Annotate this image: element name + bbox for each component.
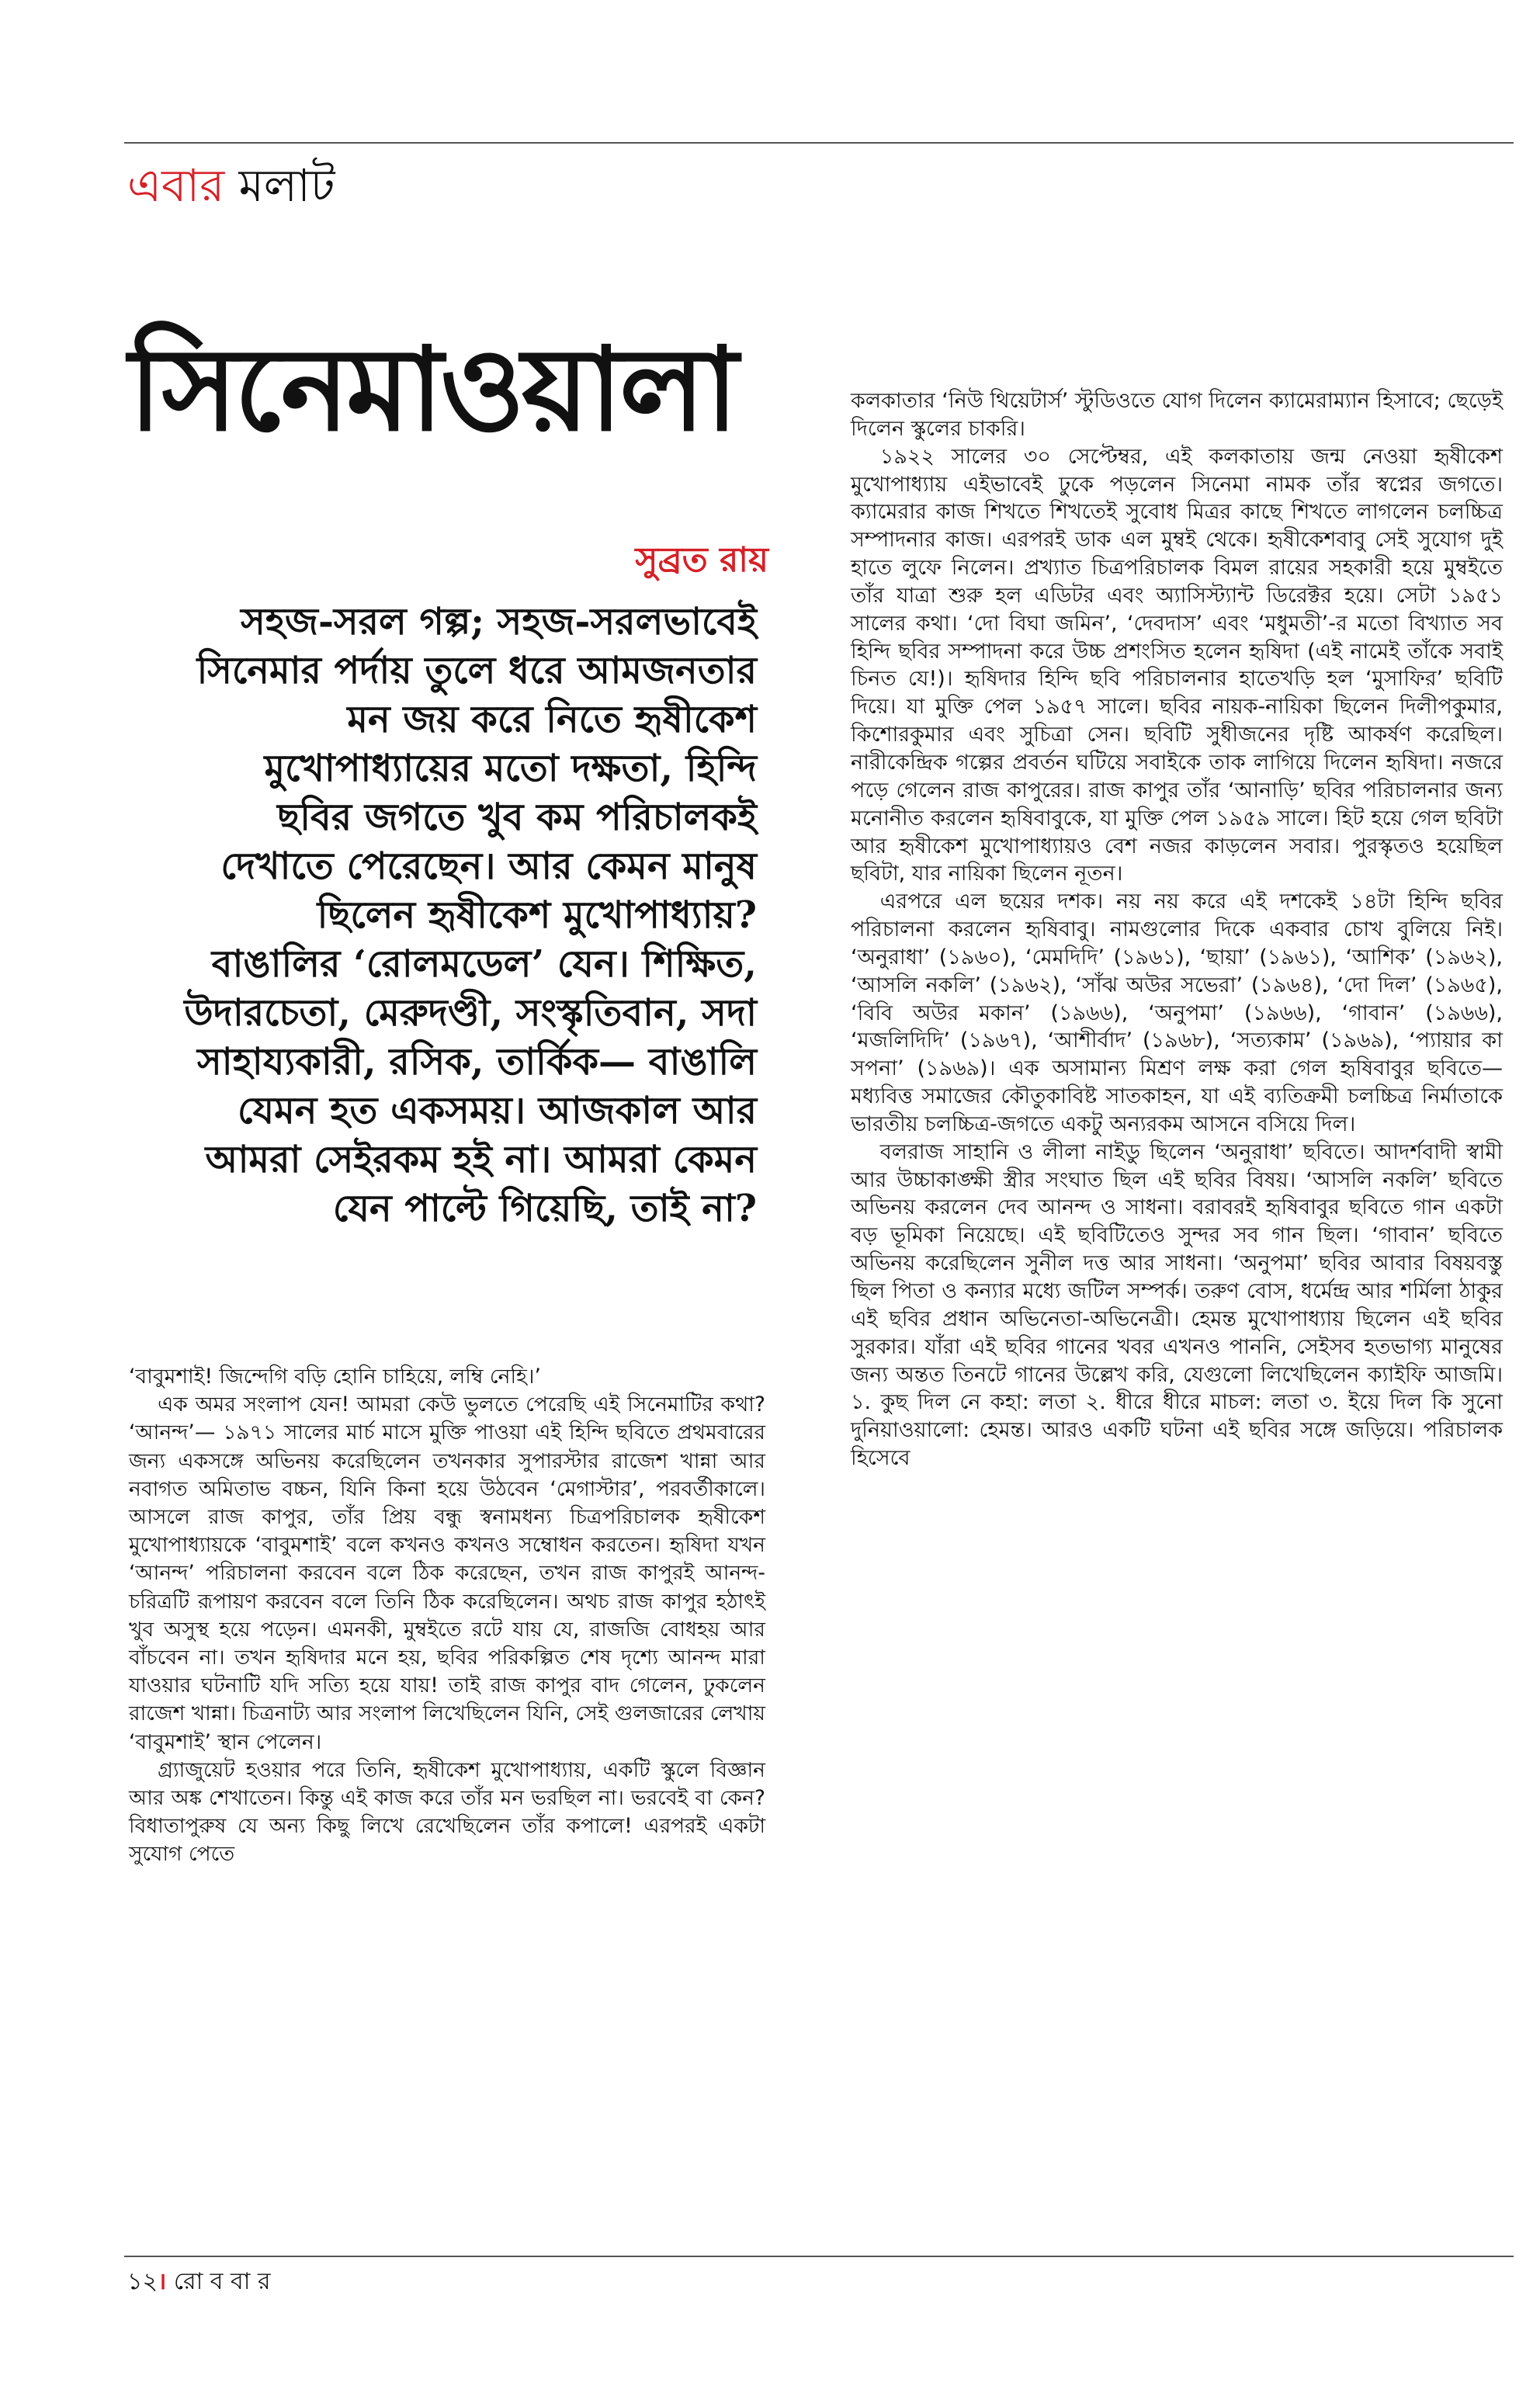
author-byline: সুব্রত রায়: [635, 540, 768, 580]
paragraph: ১৯২২ সালের ৩০ সেপ্টেম্বর, এই কলকাতায় জন্ম নেওয়া হৃষীকেশ মুখোপাধ্যায় এইভাবেই ঢুকে পড়লেন সিনেমা নামক তাঁর স্বপ্নের জগতে। ক্যামেরার কাজ শিখতে শিখতেই সুবোধ মিত্রর কাছে শিখতে লাগলেন চলচ্চিত্র সম্পাদনার কাজ। এরপরই ডাক এল মুম্বই থেকে। হৃষীকেশবাবু সেই সুযোগ দুই হাতে লুফে নিলেন। প্রখ্যাত চিত্রপরিচালক বিমল রায়ের সহকারী হয়ে মুম্বইতে তাঁর যাত্রা শুরু হল এডিটর এবং অ্যাসিস্ট্যান্ট ডিরেক্টর হয়ে। সেটা ১৯৫১ সালের কথা। ‘দো বিঘা জমিন’, ‘দেবদাস’ এবং ‘মধুমতী’-র মতো বিখ্যাত সব হিন্দি ছবির সম্পাদনা করে উচ্চ প্রশংসিত হলেন হৃষিদা (এই নামেই তাঁকে সবাই চিনত যে!)। হৃষিদার হিন্দি ছবি পরিচালনার হাতেখড়ি হল ‘মুসাফির’ ছবিটি দিয়ে। যা মুক্তি পেল ১৯৫৭ সালে। ছবির নায়ক-নায়িকা ছিলেন দিলীপকুমার, কিশোরকুমার এবং সুচিত্রা সেন। ছবিটি সুধীজনের দৃষ্টি আকর্ষণ করেছিল। নারীকেন্দ্রিক গল্পের প্রবর্তন ঘটিয়ে সবাইকে তাক লাগিয়ে দিলেন হৃষিদা। নজরে পড়ে গেলেন রাজ কাপুরের। রাজ কাপুর তাঁর ‘আনাড়ি’ ছবির পরিচালনার জন্য মনোনীত করলেন হৃষিবাবুকে, যা মুক্তি পেল ১৯৫৯ সালে। হিট হয়ে গেল ছবিটা আর হৃষীকেশ মুখোপাধ্যায়ও বেশ নজর কাড়লেন সবার। পুরস্কৃতও হয়েছিল ছবিটা, যার নায়িকা ছিলেন নূতন।: [851, 444, 1503, 886]
page-footer: [127, 2270, 270, 2294]
footer-separator: ।: [157, 2268, 167, 2295]
bottom-divider: [124, 2256, 1514, 2257]
magazine-name: রো ব বা র: [166, 2268, 271, 2295]
section-title-accent: এবার: [127, 159, 225, 212]
article-title: সিনেমাওয়ালা: [129, 321, 736, 456]
paragraph: এরপরে এল ছয়ের দশক। নয় নয় করে এই দশকেই ১৪টা হিন্দি ছবির পরিচালনা করলেন হৃষিবাবু। নামগুলোর দিকে একবার চোখ বুলিয়ে নিই। ‘অনুরাধা’ (১৯৬০), ‘মেমদিদি’ (১৯৬১), ‘ছায়া’ (১৯৬১), ‘আশিক’ (১৯৬২), ‘আসলি নকলি’ (১৯৬২), ‘সাঁঝ অউর সভেরা’ (১৯৬৪), ‘দো দিল’ (১৯৬৫), ‘বিবি অউর মকান’ (১৯৬৬), ‘অনুপমা’ (১৯৬৬), ‘গাবান’ (১৯৬৬), ‘মজলিদিদি’ (১৯৬৭), ‘আশীর্বাদ’ (১৯৬৮), ‘সত্যকাম’ (১৯৬৯), ‘প্যায়ার কা সপনা’ (১৯৬৯)। এক অসামান্য মিশ্রণ লক্ষ করা গেল হৃষিবাবুর ছবিতে— মধ্যবিত্ত সমাজের কৌতুকাবিষ্ট সাতকাহন, যা এই ব্যতিক্রমী চলচ্চিত্র নির্মাতাকে ভারতীয় চলচ্চিত্র-জগতে একটু অন্যরকম আসনে বসিয়ে দিল।: [851, 890, 1503, 1136]
page-number: ১২: [127, 2268, 158, 2295]
paragraph-quote: ‘বাবুমশাই! জিন্দেগি বড়ি হোনি চাহিয়ে, লম্বি নেহি।’: [129, 1365, 541, 1389]
paragraph: কলকাতার ‘নিউ থিয়েটার্স’ স্টুডিওতে যোগ দিলেন ক্যামেরাম্যান হিসাবে; ছেড়েই দিলেন স্কুলের চাকরি।: [851, 389, 1503, 441]
standfirst: সহজ-সরল গল্প; সহজ-সরলভাবেই সিনেমার পর্দায় তুলে ধরে আমজনতার মন জয় করে নিতে হৃষীকেশ মুখোপাধ্যায়ের মতো দক্ষতা, হিন্দি ছবির জগতে খুব কম পরিচালকই দেখাতে পেরেছেন। আর কেমন মানুষ ছিলেন হৃষীকেশ মুখোপাধ্যায়? বাঙালির ‘রোলমডেল’ যেন। শিক্ষিত, উদারচেতা, মেরুদণ্ডী, সংস্কৃতিবান, সদা সাহায্যকারী, রসিক, তার্কিক— বাঙালি যেমন হত একসময়। আজকাল আর আমরা সেইরকম হই না। আমরা কেমন যেন পাল্টে গিয়েছি, তাই না?: [184, 600, 757, 1230]
right-column: [851, 387, 1503, 1472]
paragraph: এক অমর সংলাপ যেন! আমরা কেউ ভুলতে পেরেছি এই সিনেমাটির কথা? ‘আনন্দ’— ১৯৭১ সালের মার্চ মাসে মুক্তি পাওয়া এই হিন্দি ছবিতে প্রথমবারের জন্য একসঙ্গে অভিনয় করেছিলেন তখনকার সুপারস্টার রাজেশ খান্না আর নবাগত অমিতাভ বচ্চন, যিনি কিনা হয়ে উঠবেন ‘মেগাস্টার’, পরবর্তীকালে। আসলে রাজ কাপুর, তাঁর প্রিয় বন্ধু স্বনামধন্য চিত্রপরিচালক হৃষীকেশ মুখোপাধ্যায়কে ‘বাবুমশাই’ বলে কখনও কখনও সম্বোধন করতেন। হৃষিদা যখন ‘আনন্দ’ পরিচালনা করবেন বলে ঠিক করেছেন, তখন রাজ কাপুরই আনন্দ-চরিত্রটি রূপায়ণ করবেন বলে তিনি ঠিক করেছিলেন। অথচ রাজ কাপুর হঠাৎই খুব অসুস্থ হয়ে পড়েন। এমনকী, মুম্বইতে রটে যায় যে, রাজজি বোধহয় আর বাঁচবেন না। তখন হৃষিদার মনে হয়, ছবির পরিকল্পিত শেষ দৃশ্যে আনন্দ মারা যাওয়ার ঘটনাটি যদি সত্যি হয়ে যায়! তাই রাজ কাপুর বাদ গেলেন, ঢুকলেন রাজেশ খান্না। চিত্রনাট্য আর সংলাপ লিখেছিলেন যিনি, সেই গুলজারের লেখায় ‘বাবুমশাই’ স্থান পেলেন।: [129, 1392, 765, 1754]
paragraph: বলরাজ সাহানি ও লীলা নাইডু ছিলেন ‘অনুরাধা’ ছবিতে। আদর্শবাদী স্বামী আর উচ্চাকাঙ্ক্ষী স্ত্রীর সংঘাত ছিল এই ছবির বিষয়। ‘আসলি নকলি’ ছবিতে অভিনয় করলেন দেব আনন্দ ও সাধনা। বরাবরই হৃষিবাবুর ছবিতে গান একটা বড় ভূমিকা নিয়েছে। এই ছবিটিতেও সুন্দর সব গান ছিল। ‘গাবান’ ছবিতে অভিনয় করেছিলেন সুনীল দত্ত আর সাধনা। ‘অনুপমা’ ছবির আবার বিষয়বস্তু ছিল পিতা ও কন্যার মধ্যে জটিল সম্পর্ক। তরুণ বোস, ধর্মেন্দ্র আর শর্মিলা ঠাকুর এই ছবির প্রধান অভিনেতা-অভিনেত্রী। হেমন্ত মুখোপাধ্যায় ছিলেন এই ছবির সুরকার। যাঁরা এই ছবির গানের খবর এখনও পাননি, সেইসব হতভাগ্য মানুষের জন্য অন্তত তিনটে গানের উল্লেখ করি, যেগুলো লিখেছিলেন ক্যাইফি আজমি। ১. কুছ দিল নে কহা: লতা ২. ধীরে ধীরে মাচল: লতা ৩. ইয়ে দিল কি সুনো দুনিয়াওয়ালো: হেমন্ত। আরও একটি ঘটনা এই ছবির সঙ্গে জড়িয়ে। পরিচালক হিসেবে: [851, 1139, 1503, 1471]
left-column: [129, 1363, 765, 1869]
section-title: [127, 159, 335, 212]
paragraph: গ্র্যাজুয়েট হওয়ার পরে তিনি, হৃষীকেশ মুখোপাধ্যায়, একটি স্কুলে বিজ্ঞান আর অঙ্ক শেখাতেন। কিন্তু এই কাজ করে তাঁর মন ভরছিল না। ভরবেই বা কেন? বিধাতাপুরুষ যে অন্য কিছু লিখে রেখেছিলেন তাঁর কপালে! এরপরই একটা সুযোগ পেতে: [129, 1757, 765, 1867]
section-title-rest: মলাট: [224, 159, 335, 212]
top-divider: [124, 142, 1514, 144]
